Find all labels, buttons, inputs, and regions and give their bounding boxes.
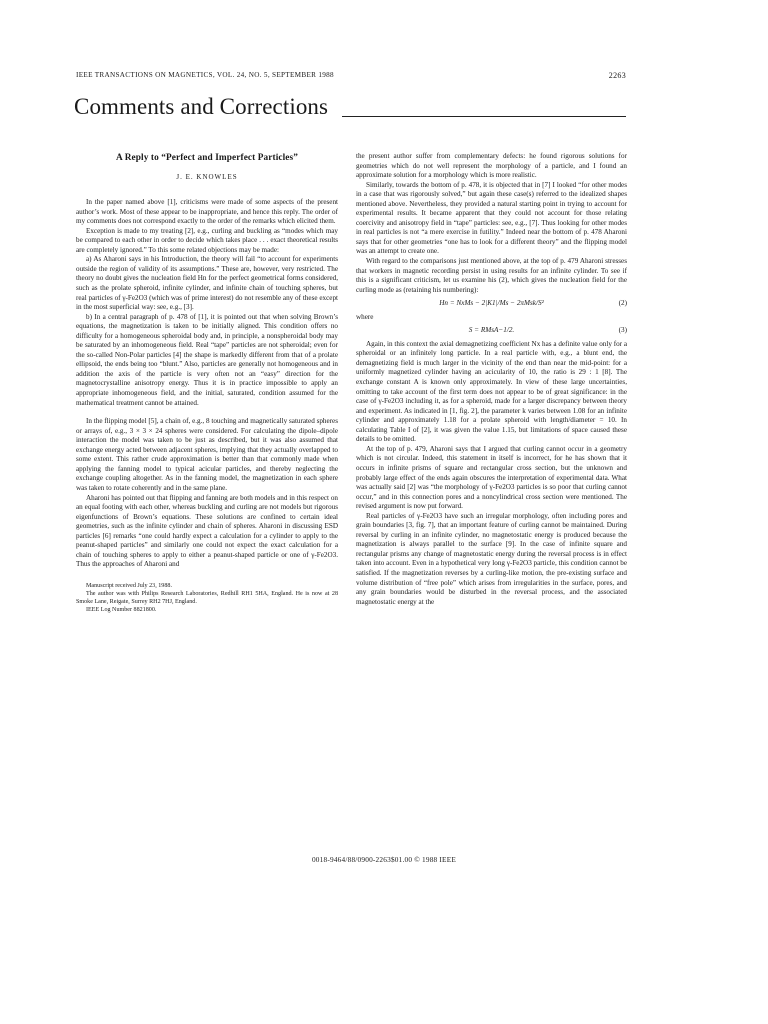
left-column: [76, 152, 338, 614]
running-header: [76, 71, 626, 79]
paragraph: At the top of p. 479, Aharoni says that I argued that curling cannot occur in a geometry which is not circular. Indeed, this statement in itself is incorrect, for he has shown that it occurs in infinite prisms of square and rectangular cross section, but the unknown and probably large effect of the ends again obscures the interpretation of experimental data. What was actually said [2] was “the morphology of γ-Fe2O3 particles is so poor that curling cannot occur,” and in this connection pores and a noncylindrical cross section were mentioned. The revised argument is now put forward.: [356, 444, 627, 511]
footnote: Manuscript received July 23, 1988.: [86, 582, 172, 589]
paragraph: With regard to the comparisons just mentioned above, at the top of p. 479 Aharoni stresses that workers in magnetic recording persist in using results for an infinite cylinder. To see if this is a significant criticism, let us examine his (2), which gives the nucleation field for the curling mode as (retaining his numbering):: [356, 257, 627, 294]
right-column: [356, 152, 627, 607]
paragraph: Again, in this context the axial demagnetizing coefficient Nx has a definite value only for a spheroidal or an infinitely long particle. In a real particle with, e.g., a blunt end, the demagnetizing field is much larger in the vicinity of the end than near the mid-point: for a uniformly magnetized cylinder having an acicularity of 10, the ratio is 29 : 1 [8]. The exchange constant A is known only approximately. In view of these large uncertainties, omitting to take account of the first term does not appear to be of great significance: in the case of γ-Fe2O3 including it, as for a spheroid, made for a larger discrepancy between theory and experiment. As indicated in [1, fig. 2], the parameter k varies between 1.08 for an infinite cylinder and approximately 1.18 for a prolate spheroid with length/diameter = 10. In calculating Table I of [2], it was given the value 1.15, but limitations of space caused these details to be omitted.: [356, 339, 627, 444]
paragraph: the present author suffer from complementary defects: he found rigorous solutions for geometries which do not well represent the morphology of a particle, and I found an approximate solution for a morphology which is more realistic.: [356, 152, 627, 180]
page-number: 2263: [608, 71, 626, 80]
article-author: J. E. KNOWLES: [176, 172, 238, 181]
equation-3-number: (3): [618, 326, 627, 335]
footnote: The author was with Philips Research Laboratories, Redhill RH1 5HA, England. He is now at 28 Smoke Lane, Reigate, Surrey RH2 7HJ, England.: [76, 590, 338, 605]
paragraph: a) As Aharoni says in his Introduction, the theory will fail “to account for experiments outside the region of validity of its assumptions.” These are, however, very restricted. The theory no doubt gives the nucleation field Hn for the perfect geometrical forms considered, such as the prolate spheroid, infinite cylinder, and infinite chain of touching spheres, but real particles of γ-Fe2O3 (which was of prime interest) do not resemble any of these except in the most superficial way: see, e.g., [3].: [76, 255, 338, 312]
section-title: Comments and Corrections: [74, 94, 329, 119]
paragraph: Exception is made to my treating [2], e.g., curling and buckling as “modes which may be compared to each other in order to decide which takes place . . . exact theoretical results are completely ignored.” To this some related objections may be made:: [76, 226, 338, 254]
footnotes: [76, 582, 338, 614]
paragraph: Real particles of γ-Fe2O3 have such an irregular morphology, often including pores and grain boundaries [3, fig. 7], that an important feature of curling cannot be maintained. During reversal by curling in an infinite cylinder, no magnetostatic energy is produced because the magnetization is always parallel to the surface [9]. In the case of infinite square and rectangular prisms any change of magnetostatic energy during the reversal process is in effect taken into account. Even in a hypothetical very long γ-Fe2O3 particle, this condition cannot be satisfied. If the magnetization reverses by a curling-like motion, the pre-existing surface and volume distribution of “free pole” which arises from irregularities in the surface, pores, and any grain boundaries would be disturbed in the reversal process, and the associated magnetostatic energy at the: [356, 511, 627, 606]
copyright-footer: 0018-9464/88/0900-2263$01.00 © 1988 IEEE: [311, 855, 457, 864]
title-rule: [342, 116, 626, 117]
equation-2-number: (2): [618, 299, 627, 308]
paragraph: In the paper named above [1], criticisms were made of some aspects of the present author’s work. Most of these appear to be inappropriate, and hence this reply. The order of my comments does not correspond exactly to the order of the remarks which elicited them.: [76, 198, 338, 226]
paragraph: b) In a central paragraph of p. 478 of [1], it is pointed out that when solving Brown’s equations, the magnetization is taken to be initially aligned. This condition offers no difficulty for a homogeneous spheroidal body and, in principle, a nonspheroidal body may be saturated by an inhomogeneous field. Real “tape” particles are not spheroidal; even for the so-called Non-Polar particles [4] the shape is markedly different from that of a prolate ellipsoid, the ends being too “blunt.” Also, particles are generally not homogeneous and in addition the axis of the particle is very often not an “easy” direction for the magnetocrystalline anisotropy energy. Thus it is in practice impossible to apply an appropriate inhomogeneous field, and the initial, saturated, condition assumed for the mathematical treatment cannot be attained.: [76, 312, 338, 407]
paragraph: Similarly, towards the bottom of p. 478, it is objected that in [7] I looked “for other modes in a case that was rigorously solved,” but again these case(s) referred to the idealized shapes mentioned above. Nevertheless, they provided a natural starting point in trying to account for experimental results. It became apparent that they could not account for those relating coercivity and anisotropy field in “tape” particles: see, e.g., [7]. Thus looking for other modes in real particles is not “a mere exercise in futility.” Indeed near the bottom of p. 478 Aharoni says that for other geometries “one has to look for a different theory” and the flipping model was an attempt to create one.: [356, 180, 627, 256]
where-label: where: [356, 312, 374, 321]
article-title: A Reply to “Perfect and Imperfect Particles”: [115, 153, 298, 163]
footnote: IEEE Log Number 8821800.: [86, 606, 157, 613]
paragraph: In the flipping model [5], a chain of, e.g., 8 touching and magnetically saturated spheres or arrays of, e.g., 3 × 3 × 24 spheres were considered. For calculating the dipole–dipole interaction the model was taken to be just as described, but it was also assumed that exchange energy acted between adjacent spheres, implying that they actually overlapped to some extent. This rather crude approximation is better than that commonly made when applying the fanning model to typical acicular particles, and thereby neglecting the exchange coupling altogether. As in the fanning model, the magnetization in each sphere was taken to rotate coherently and in the same plane.: [76, 417, 338, 492]
journal-header: IEEE TRANSACTIONS ON MAGNETICS, VOL. 24, NO. 5, SEPTEMBER 1988: [76, 71, 334, 79]
paragraph: Aharoni has pointed out that flipping and fanning are both models and in this respect on an equal footing with each other, whereas buckling and curling are not models but rigorous eigenfunctions of Brown’s equations. These solutions are confined to certain ideal geometries, such as the infinite cylinder and chain of spheres. Aharoni in discussing ESD particles [6] remarks “one could hardly expect a calculation for a cylinder to apply to the peanut-shaped particles” and similarly one could not expect the exact calculation for a chain of touching spheres to apply to either a peanut-shaped particle or one of γ-Fe2O3. Thus the approaches of Aharoni and: [76, 493, 338, 569]
equation-3-body: S = RMsA−1/2.: [468, 326, 515, 335]
equation-2-body: Hn = NxMs − 2|K1|/Ms − 2πMsk/S²: [439, 299, 544, 308]
equation-2: [356, 299, 627, 309]
equation-3: [356, 326, 627, 336]
